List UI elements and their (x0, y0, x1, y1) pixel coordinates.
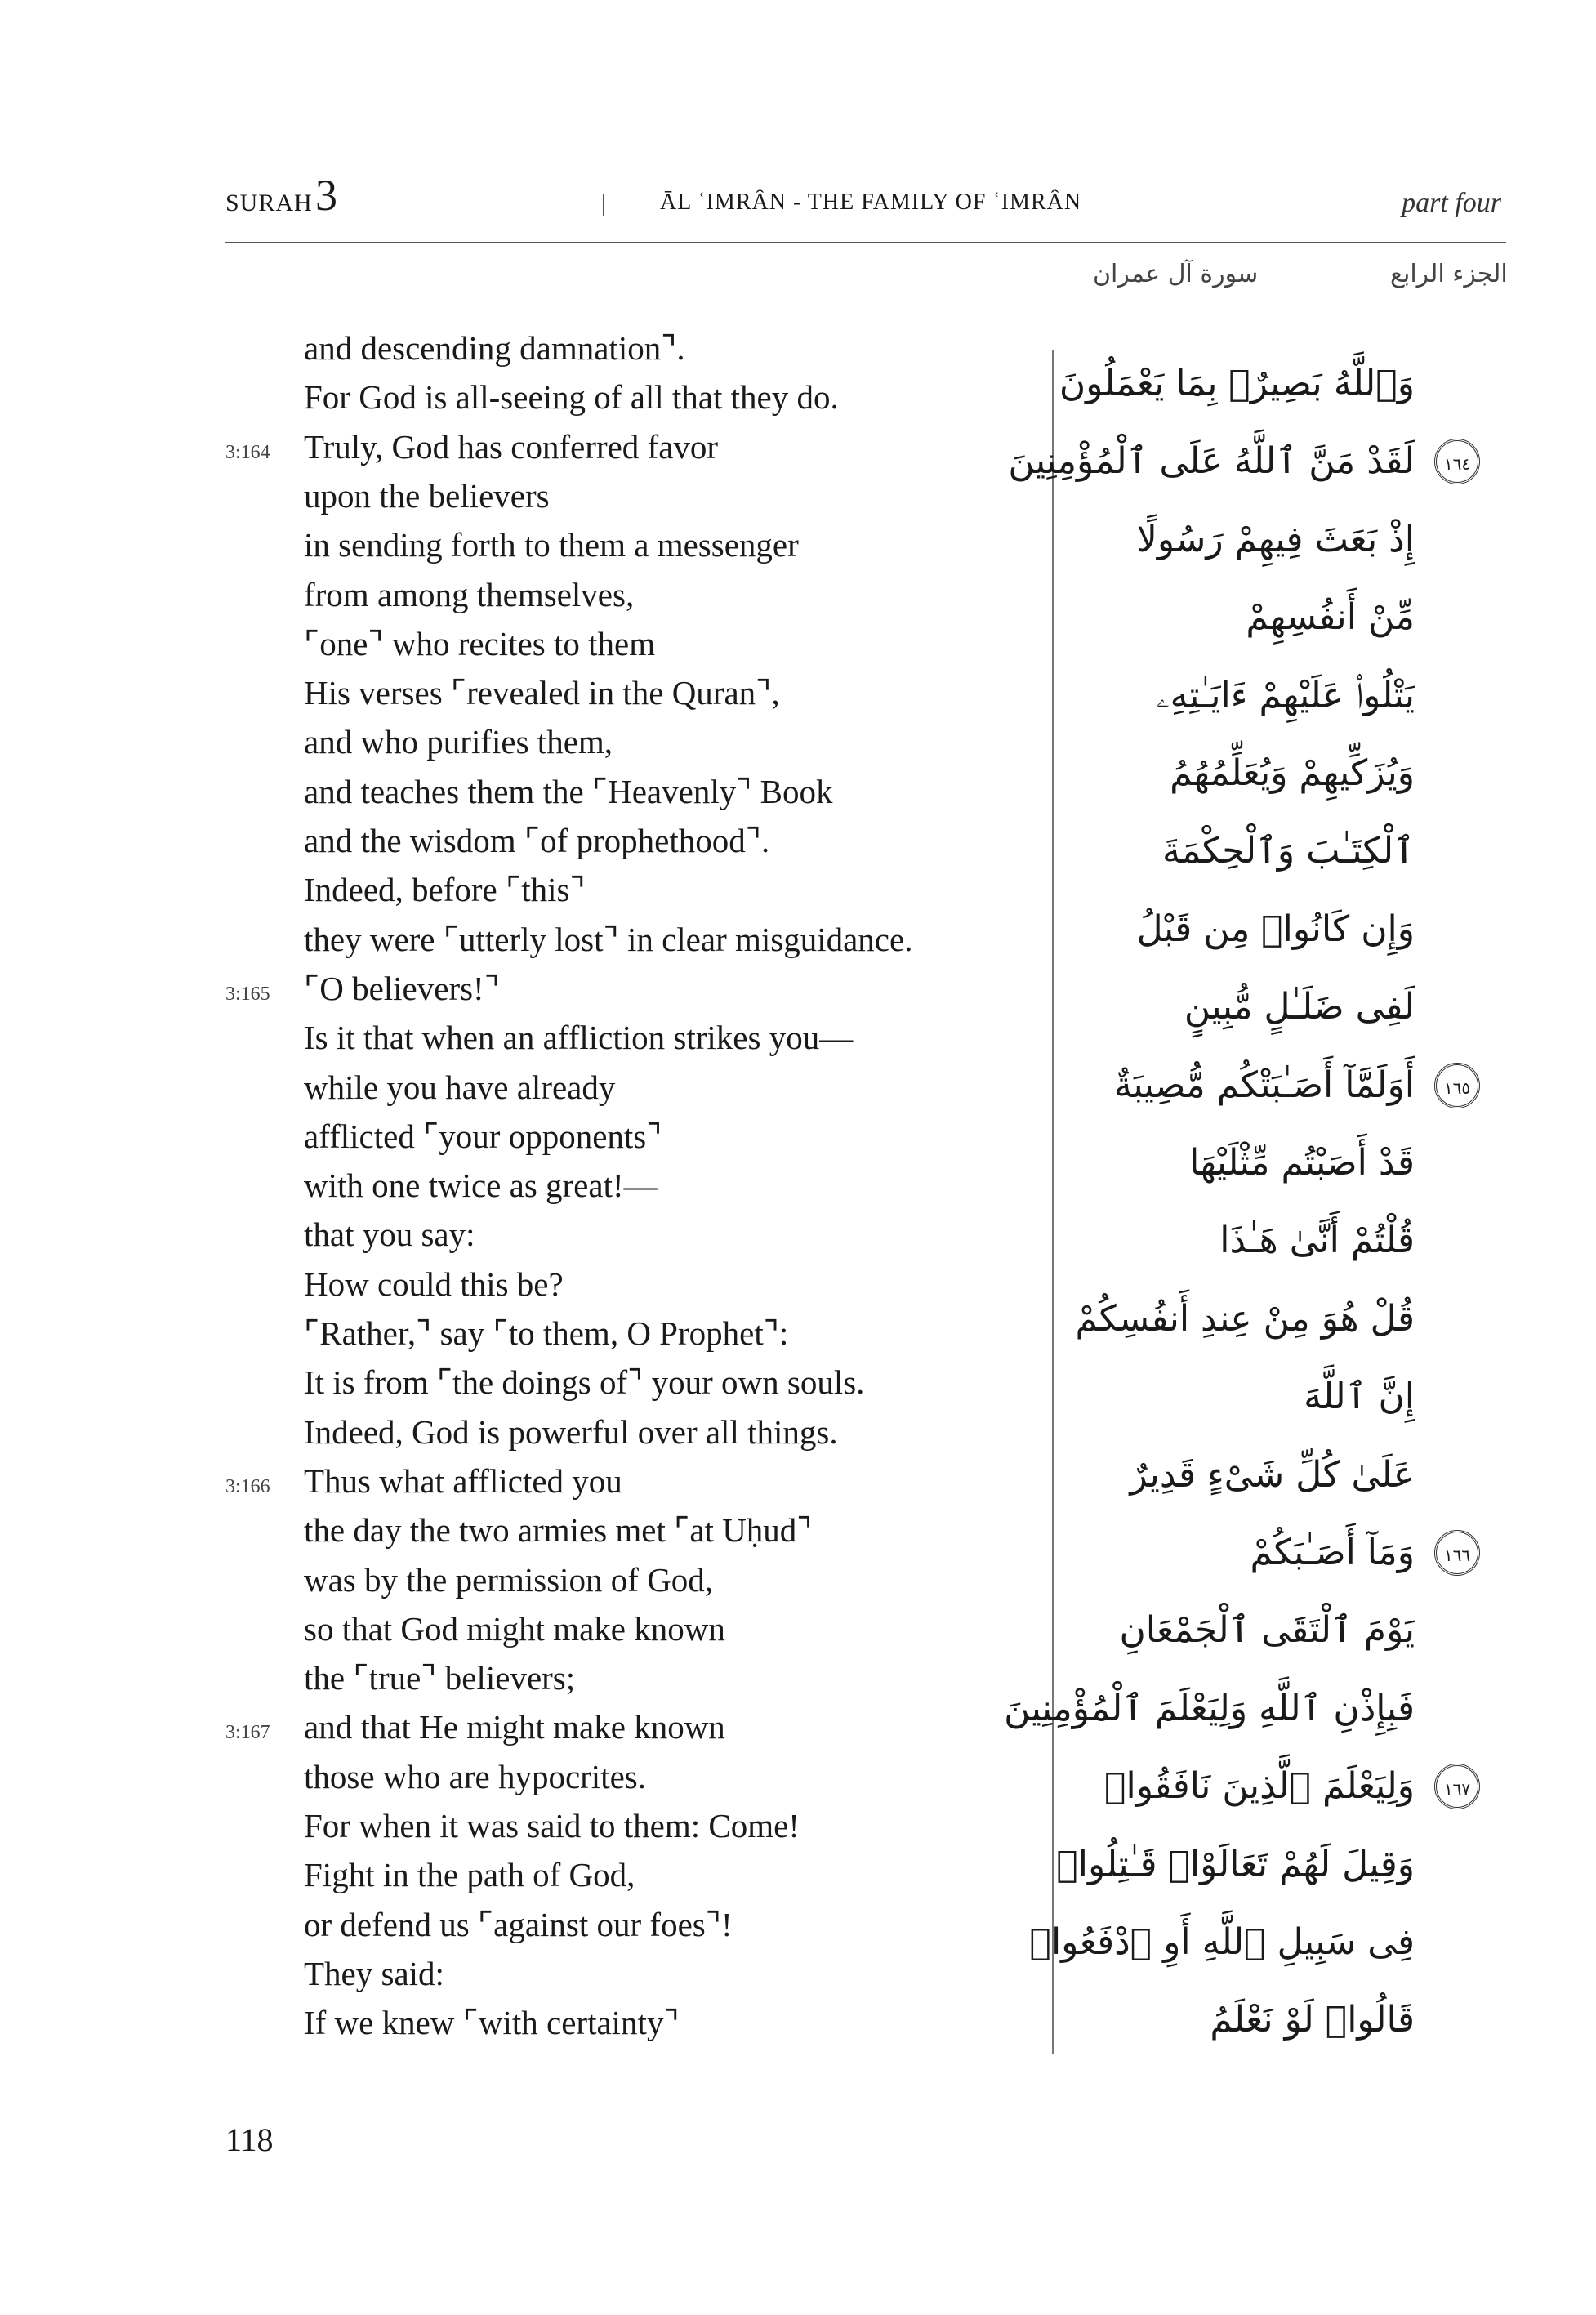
translation-line (225, 377, 1042, 426)
translation-text: Truly, God has conferred favor (304, 427, 719, 466)
translation-text: the ⌜true⌝ believers; (304, 1659, 576, 1697)
translation-text: was by the permission of God, (304, 1560, 714, 1599)
translation-text: ⌜O believers!⌝ (304, 969, 500, 1007)
translation-line (225, 1166, 1042, 1215)
translation-text: If we knew ⌜with certainty⌝ (304, 2004, 680, 2042)
verse-marker: ١٦٥ (1434, 1063, 1480, 1108)
translation-line (225, 1265, 1042, 1314)
translation-text: For when it was said to them: Come! (304, 1807, 800, 1844)
verse-marker: ١٦٧ (1434, 1764, 1480, 1809)
arabic-line: لَقَدْ مَنَّ ٱللَّهُ عَلَى ٱلْمُؤْمِنِينَ (1008, 440, 1415, 483)
arabic-line: وَٱللَّهُ بَصِيرٌۢ بِمَا يَعْمَلُونَ (1059, 363, 1415, 404)
arabic-line: وَيُزَكِّيهِمْ وَيُعَلِّمُهُمُ (1170, 752, 1415, 794)
page-header (225, 171, 1506, 243)
verse-number: 3:165 (225, 983, 270, 1005)
arabic-line: يَوْمَ ٱلْتَقَى ٱلْجَمْعَانِ (1119, 1609, 1415, 1652)
arabic-line: أَوَلَمَّآ أَصَـٰبَتْكُم مُّصِيبَةٌ (1113, 1064, 1415, 1106)
translation-line (225, 1757, 1042, 1806)
translation-text: and teaches them the ⌜Heavenly⌝ Book (304, 772, 833, 810)
translation-text: Thus what afflicted you (304, 1461, 622, 1500)
translation-text: Fight in the path of God, (304, 1856, 635, 1894)
translation-line (225, 1855, 1042, 1904)
translation-line (225, 772, 1042, 821)
translation-text: afflicted ⌜your opponents⌝ (304, 1117, 662, 1155)
translation-text: they were ⌜utterly lost⌝ in clear misguidance. (304, 920, 913, 958)
verse-marker: ١٦٦ (1434, 1530, 1480, 1576)
translation-line (225, 1707, 1042, 1756)
verse-number: 3:167 (225, 1722, 270, 1744)
translation-text: It is from ⌜the doings of⌝ your own souls. (304, 1363, 865, 1402)
arabic-line: إِنَّ ٱللَّهَ (1304, 1376, 1415, 1418)
translation-line (225, 575, 1042, 624)
verse-number: 3:164 (225, 441, 270, 463)
column-divider (1052, 350, 1054, 2054)
arabic-surah-label: سورة آل عمران (1093, 260, 1259, 288)
arabic-line: قُلْ هُوَ مِنْ عِندِ أَنفُسِكُمْ (1075, 1297, 1415, 1340)
arabic-line: وَقِيلَ لَهُمْ تَعَالَوْا۟ قَـٰتِلُوا۟ (1056, 1843, 1415, 1885)
page-number: 118 (225, 2121, 274, 2158)
translation-text: the day the two armies met ⌜at Uḥud⌝ (304, 1511, 813, 1550)
translation-text: Indeed, before ⌜this⌝ (304, 871, 586, 909)
translation-line (225, 1806, 1042, 1855)
translation-line (225, 870, 1042, 919)
translation-line (225, 1363, 1042, 1412)
arabic-line: قَدْ أَصَبْتُم مِّثْلَيْهَا (1189, 1142, 1415, 1184)
arabic-line: وَإِن كَانُوا۟ مِن قَبْلُ (1136, 908, 1415, 950)
arabic-line: وَلِيَعْلَمَ ٱلَّذِينَ نَافَقُوا۟ (1104, 1765, 1415, 1808)
translation-text: upon the believers (304, 476, 550, 515)
translation-text: so that God might make known (304, 1609, 725, 1648)
verse-marker: ١٦٤ (1434, 439, 1480, 484)
header-part-label: part four (1402, 188, 1501, 218)
translation-text: in sending forth to them a messenger (304, 526, 799, 564)
arabic-line: فِى سَبِيلِ ٱللَّهِ أَوِ ٱدْفَعُوا۟ (1029, 1921, 1415, 1963)
arabic-line: ٱلْكِتَـٰبَ وَٱلْحِكْمَةَ (1161, 830, 1415, 872)
translation-line (225, 1117, 1042, 1166)
header-surah-title: ĀL ʿIMRÂN - THE FAMILY OF ʿIMRÂN (660, 190, 1082, 215)
translation-line (225, 1461, 1042, 1510)
translation-line (225, 1215, 1042, 1264)
translation-text: and who purifies them, (304, 723, 613, 761)
translation-text: ⌜one⌝ who recites to them (304, 624, 656, 662)
translation-line (225, 2003, 1042, 2052)
arabic-line: قُلْتُمْ أَنَّىٰ هَـٰذَا (1219, 1220, 1415, 1262)
arabic-line: إِذْ بَعَثَ فِيهِمْ رَسُولًا (1136, 518, 1415, 560)
header-surah-label: SURAH (225, 190, 313, 216)
translation-text: Is it that when an affliction strikes you— (304, 1019, 854, 1057)
translation-text: and descending damnation⌝. (304, 329, 685, 367)
arabic-line: يَتْلُوا۟ عَلَيْهِمْ ءَايَـٰتِهِۦ (1156, 674, 1415, 716)
translation-line (225, 525, 1042, 574)
translation-line (225, 821, 1042, 870)
translation-text: while you have already (304, 1068, 616, 1106)
translation-text: from among themselves, (304, 575, 635, 613)
translation-line (225, 328, 1042, 377)
translation-text: and that He might make known (304, 1708, 725, 1746)
translation-line (225, 722, 1042, 771)
translation-line (225, 920, 1042, 969)
translation-text: with one twice as great!— (304, 1166, 658, 1205)
arabic-line: فَبِإِذْنِ ٱللَّهِ وَلِيَعْلَمَ ٱلْمُؤْمِنِينَ (1004, 1687, 1415, 1729)
translation-text: They said: (304, 1954, 444, 1992)
translation-line (225, 1658, 1042, 1707)
verse-number: 3:166 (225, 1475, 270, 1497)
arabic-line: عَلَىٰ كُلِّ شَىْءٍ قَدِيرٌ (1130, 1453, 1415, 1496)
translation-text: that you say: (304, 1215, 475, 1254)
translation-text: His verses ⌜revealed in the Quran⌝, (304, 674, 780, 712)
translation-line (225, 1905, 1042, 1954)
translation-line (225, 1954, 1042, 2003)
arabic-line: مِّنْ أَنفُسِهِمْ (1246, 596, 1415, 639)
translation-line (225, 969, 1042, 1018)
header-surah-number: 3 (315, 171, 337, 220)
translation-text: For God is all-seeing of all that they do. (304, 378, 839, 417)
translation-line (225, 1068, 1042, 1117)
translation-line (225, 1314, 1042, 1363)
header-separator: | (601, 190, 607, 216)
translation-line (225, 1510, 1042, 1559)
translation-line (225, 1412, 1042, 1461)
arabic-line: وَمَآ أَصَـٰبَكُمْ (1250, 1532, 1415, 1573)
translation-text: How could this be? (304, 1265, 564, 1303)
translation-line (225, 1609, 1042, 1658)
translation-text: and the wisdom ⌜of prophethood⌝. (304, 822, 770, 859)
translation-text: or defend us ⌜against our foes⌝! (304, 1905, 733, 1943)
translation-line (225, 476, 1042, 525)
translation-line (225, 673, 1042, 722)
arabic-line: لَفِى ضَلَـٰلٍ مُّبِينٍ (1184, 986, 1415, 1028)
arabic-juz-label: الجزء الرابع (1390, 260, 1508, 288)
translation-text: those who are hypocrites. (304, 1757, 646, 1795)
translation-line (225, 1018, 1042, 1067)
translation-text: ⌜Rather,⌝ say ⌜to them, O Prophet⌝: (304, 1314, 789, 1352)
translation-line (225, 1560, 1042, 1609)
arabic-line: قَالُوا۟ لَوْ نَعْلَمُ (1210, 1999, 1415, 2041)
translation-line (225, 427, 1042, 476)
translation-line (225, 624, 1042, 673)
translation-text: Indeed, God is powerful over all things. (304, 1412, 838, 1451)
